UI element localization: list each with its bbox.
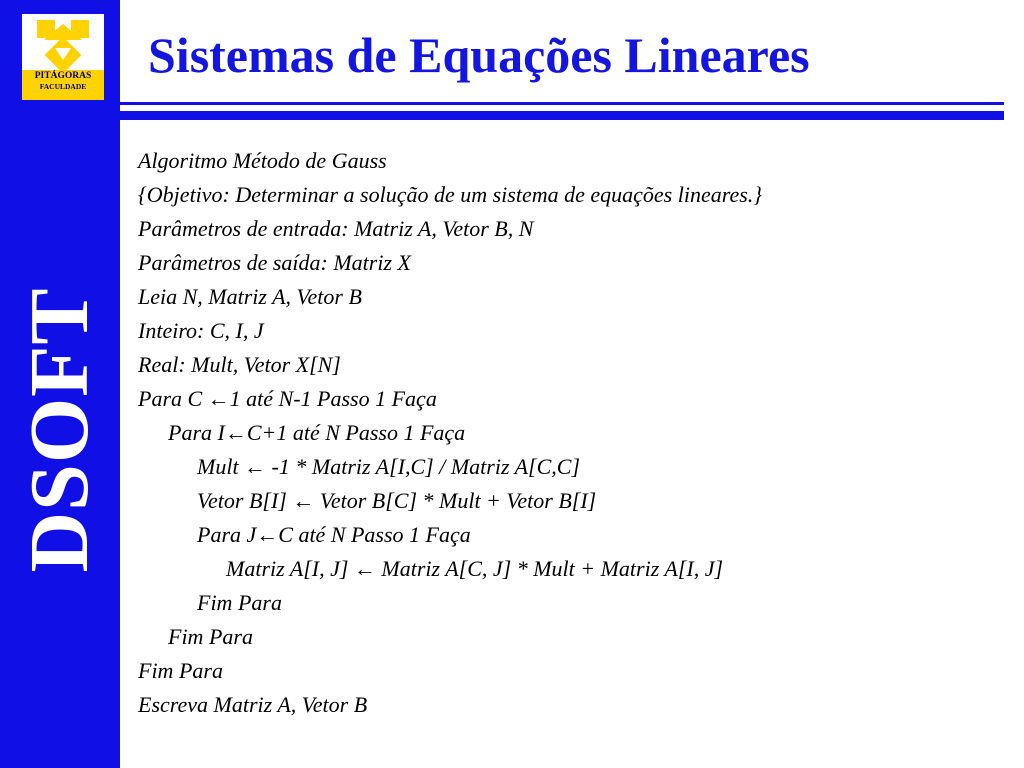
algorithm-line: Vetor B[I] ← Vetor B[C] * Mult + Vetor B[I]	[197, 488, 597, 513]
algorithm-line: Parâmetros de saída: Matriz X	[138, 250, 411, 275]
logo-subtitle: FACULDADE	[39, 82, 87, 91]
logo-name: PITÁGORAS	[34, 71, 92, 81]
algorithm-line: Parâmetros de entrada: Matriz A, Vetor B, N	[138, 216, 534, 241]
algorithm-line: Escreva Matriz A, Vetor B	[138, 692, 368, 717]
algorithm-line: Algoritmo Método de Gauss	[138, 148, 387, 173]
slide-title: Sistemas de Equações Lineares	[148, 27, 810, 83]
algorithm-block	[138, 144, 762, 722]
logo-caption	[22, 70, 104, 93]
algorithm-line: Para I←C+1 até N Passo 1 Faça	[168, 420, 466, 445]
algorithm-line: Fim Para	[197, 590, 282, 615]
algorithm-line: Para J←C até N Passo 1 Faça	[197, 522, 471, 547]
algorithm-line: Matriz A[I, J] ← Matriz A[C, J] * Mult + Matriz A[I, J]	[226, 556, 724, 581]
title-rule-thick	[22, 111, 1004, 120]
algorithm-line: Fim Para	[138, 658, 223, 683]
algorithm-line: Para C ←1 até N-1 Passo 1 Faça	[138, 386, 437, 411]
algorithm-line: Real: Mult, Vetor X[N]	[138, 352, 341, 377]
algorithm-line: Inteiro: C, I, J	[138, 318, 264, 343]
algorithm-line: {Objetivo: Determinar a solução de um sistema de equações lineares.}	[138, 182, 763, 207]
algorithm-line: Fim Para	[168, 624, 253, 649]
vertical-brand-text: DSOFT	[13, 287, 106, 573]
algorithm-line: Leia N, Matriz A, Vetor B	[138, 284, 362, 309]
algorithm-line: Mult ← -1 * Matriz A[I,C] / Matriz A[C,C]	[197, 454, 581, 479]
title-rule-thin	[120, 102, 1004, 105]
